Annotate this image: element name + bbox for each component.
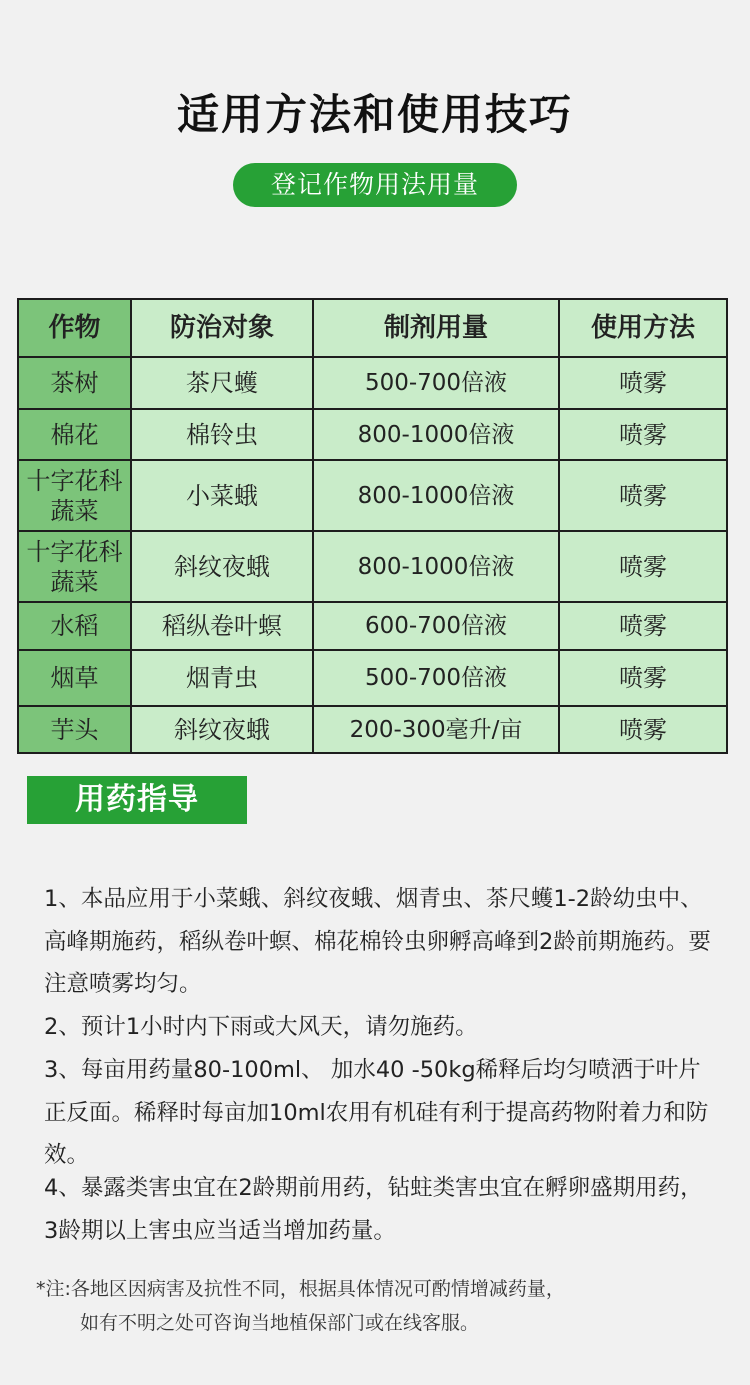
cell-dosage: 800-1000倍液 bbox=[313, 531, 559, 602]
cell-crop: 十字花科蔬菜 bbox=[18, 460, 131, 531]
cell-dosage: 800-1000倍液 bbox=[313, 460, 559, 531]
registration-table bbox=[17, 298, 728, 754]
table-header-row bbox=[18, 299, 727, 357]
cell-method: 喷雾 bbox=[559, 460, 727, 531]
guide-item: 1、本品应用于小菜蛾、斜纹夜蛾、烟青虫、茶尺蠖1-2龄幼虫中、高峰期施药，稻纵卷叶螟、棉花棉铃虫卵孵高峰到2龄前期施药。要注意喷雾均匀。 bbox=[44, 886, 711, 997]
footnote-line-2: 如有不明之处可咨询当地植保部门或在线客服。 bbox=[80, 1312, 480, 1334]
cell-crop: 烟草 bbox=[18, 650, 131, 706]
section-subtitle-pill: 登记作物用法用量 bbox=[233, 163, 517, 207]
cell-method: 喷雾 bbox=[559, 357, 727, 409]
cell-method: 喷雾 bbox=[559, 706, 727, 753]
guide-item: 2、预计1小时内下雨或大风天，请勿施药。 bbox=[44, 1014, 478, 1040]
table-row bbox=[18, 650, 727, 706]
footnote bbox=[36, 1272, 726, 1340]
cell-target: 斜纹夜蛾 bbox=[131, 531, 313, 602]
cell-crop: 棉花 bbox=[18, 409, 131, 460]
cell-dosage: 800-1000倍液 bbox=[313, 409, 559, 460]
cell-dosage: 600-700倍液 bbox=[313, 602, 559, 650]
cell-crop: 水稻 bbox=[18, 602, 131, 650]
column-header-dosage: 制剂用量 bbox=[313, 299, 559, 357]
cell-dosage: 500-700倍液 bbox=[313, 357, 559, 409]
cell-method: 喷雾 bbox=[559, 650, 727, 706]
footnote-line-1: *注:各地区因病害及抗性不同，根据具体情况可酌情增减药量， bbox=[36, 1278, 565, 1300]
table-row bbox=[18, 460, 727, 531]
table-row bbox=[18, 602, 727, 650]
cell-method: 喷雾 bbox=[559, 602, 727, 650]
cell-target: 烟青虫 bbox=[131, 650, 313, 706]
cell-method: 喷雾 bbox=[559, 409, 727, 460]
cell-target: 茶尺蠖 bbox=[131, 357, 313, 409]
table-row bbox=[18, 706, 727, 753]
column-header-crop: 作物 bbox=[18, 299, 131, 357]
cell-target: 斜纹夜蛾 bbox=[131, 706, 313, 753]
cell-crop: 茶树 bbox=[18, 357, 131, 409]
guide-heading: 用药指导 bbox=[27, 776, 247, 824]
cell-dosage: 200-300毫升/亩 bbox=[313, 706, 559, 753]
column-header-target: 防治对象 bbox=[131, 299, 313, 357]
guide-item: 4、暴露类害虫宜在2龄期前用药，钻蛀类害虫宜在孵卵盛期用药，3龄期以上害虫应当适当增加药量。 bbox=[44, 1175, 703, 1244]
cell-crop: 芋头 bbox=[18, 706, 131, 753]
table-row bbox=[18, 409, 727, 460]
column-header-method: 使用方法 bbox=[559, 299, 727, 357]
cell-target: 稻纵卷叶螟 bbox=[131, 602, 313, 650]
page-title: 适用方法和使用技巧 bbox=[176, 90, 573, 139]
cell-target: 棉铃虫 bbox=[131, 409, 313, 460]
table-row bbox=[18, 357, 727, 409]
cell-target: 小菜蛾 bbox=[131, 460, 313, 531]
cell-method: 喷雾 bbox=[559, 531, 727, 602]
cell-dosage: 500-700倍液 bbox=[313, 650, 559, 706]
guide-item: 3、每亩用药量80-100ml、 加水40 -50kg稀释后均匀喷洒于叶片正反面。稀释时每亩加10ml农用有机硅有利于提高药物附着力和防效。 bbox=[44, 1057, 709, 1168]
cell-crop: 十字花科蔬菜 bbox=[18, 531, 131, 602]
table-row bbox=[18, 531, 727, 602]
